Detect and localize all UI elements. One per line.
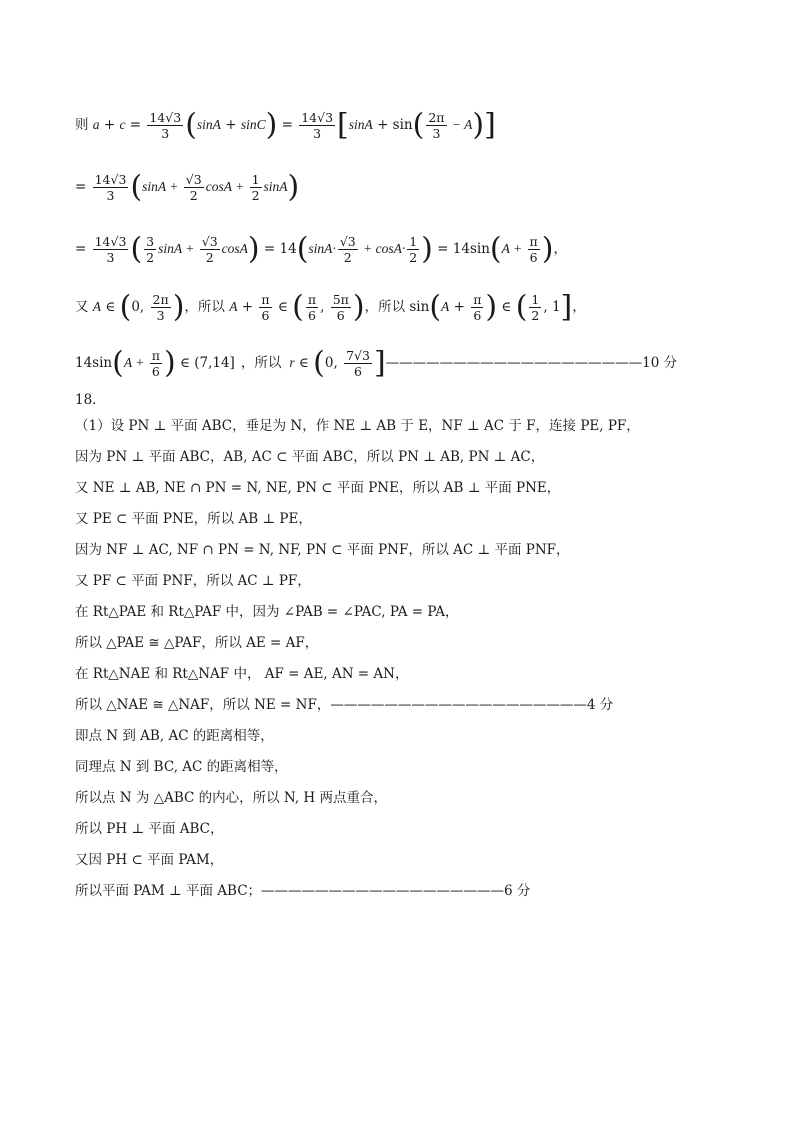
numerator: π xyxy=(307,292,317,307)
numerator: π xyxy=(151,348,160,363)
numerator: 2π xyxy=(428,110,445,125)
denominator: 3 xyxy=(156,308,165,323)
denominator: 6 xyxy=(354,364,362,379)
text: ，所以 xyxy=(240,355,282,371)
bracket: [ xyxy=(337,107,349,143)
paren: ) xyxy=(421,231,433,267)
variable: c xyxy=(119,117,126,132)
punct: ， xyxy=(572,299,586,315)
paren: ) xyxy=(485,289,498,325)
denominator: 6 xyxy=(308,308,316,323)
numerator: 5π xyxy=(332,292,349,307)
fraction xyxy=(250,172,262,203)
numerator: 3 xyxy=(146,234,155,249)
formula-line-4 xyxy=(75,289,586,325)
variable: a xyxy=(92,117,100,132)
paren: ( xyxy=(429,289,442,325)
fraction xyxy=(471,292,483,323)
term: 14sin xyxy=(75,355,113,371)
formula-line-5 xyxy=(75,345,678,381)
fraction xyxy=(144,234,156,265)
term: A + xyxy=(123,355,148,370)
denominator: 3 xyxy=(106,188,115,203)
proof-line: 所以平面 PAM ⊥ 平面 ABC；——————————————————6 分 xyxy=(75,883,531,899)
proof-line: 又因 PH ⊂ 平面 PAM， xyxy=(75,852,224,868)
operator: = xyxy=(75,179,91,195)
proof-line: （1）设 PN ⊥ 平面 ABC，垂足为 N，作 NE ⊥ AB 于 E，NF ⊥ AC 于 F，连接 PE, PF， xyxy=(75,418,640,434)
numerator: √3 xyxy=(185,172,202,187)
term: sinA xyxy=(263,179,288,194)
paren: ) xyxy=(472,107,485,143)
term: 0, xyxy=(324,355,343,371)
fraction xyxy=(426,110,446,141)
variable: A xyxy=(92,299,102,314)
fraction xyxy=(93,234,129,265)
fraction xyxy=(529,292,541,323)
term: sinA xyxy=(348,117,373,132)
term: sinC xyxy=(240,117,266,132)
operator: = 14 xyxy=(259,241,297,257)
paren: ( xyxy=(112,345,124,381)
fraction xyxy=(306,292,318,323)
fraction xyxy=(151,292,171,323)
numerator: π xyxy=(473,292,482,307)
operator: = xyxy=(277,117,298,133)
proof-line: 所以 PH ⊥ 平面 ABC， xyxy=(75,821,224,837)
fraction xyxy=(331,292,351,323)
term: sinA xyxy=(196,117,221,132)
fraction xyxy=(344,348,372,379)
paren: ( xyxy=(515,289,528,325)
denominator: 2 xyxy=(531,308,540,323)
proof-line: 所以点 N 为 △ABC 的内心，所以 N, H 两点重合， xyxy=(75,790,387,806)
term: sinA + xyxy=(142,179,182,194)
term: cosA + xyxy=(205,179,248,194)
term: cosA xyxy=(221,241,248,256)
proof-line: 在 Rt△PAE 和 Rt△PAF 中，因为 ∠PAB = ∠PAC, PA = PA， xyxy=(75,604,459,620)
fraction xyxy=(259,292,271,323)
term: + cosA· xyxy=(359,241,406,256)
operator: ∈ xyxy=(101,299,120,315)
operator: ∈ xyxy=(294,355,314,371)
term: sinA· xyxy=(308,241,336,256)
term: , 1 xyxy=(543,299,561,315)
variable: A xyxy=(229,299,238,314)
term: A + xyxy=(501,241,526,256)
fraction xyxy=(338,234,358,265)
proof-line: 又 PF ⊂ 平面 PNF，所以 AC ⊥ PF， xyxy=(75,573,311,589)
bracket: ] xyxy=(560,289,573,325)
fraction xyxy=(150,348,162,379)
paren: ( xyxy=(130,231,143,267)
proof-line: 又 PE ⊂ 平面 PNE，所以 AB ⊥ PE， xyxy=(75,511,312,527)
numerator: 1 xyxy=(251,172,260,187)
proof-line: 所以 △PAE ≅ △PAF，所以 AE = AF， xyxy=(75,635,319,651)
paren: ) xyxy=(541,231,554,267)
denominator: 6 xyxy=(261,308,270,323)
question-number: 18. xyxy=(75,392,97,408)
denominator: 2 xyxy=(205,250,214,265)
operator: = 14sin xyxy=(432,241,490,257)
numerator: √3 xyxy=(201,234,218,249)
term: ∈ (7,14] xyxy=(175,355,235,371)
paren: ) xyxy=(352,289,365,325)
operator: = xyxy=(125,117,146,133)
paren: ( xyxy=(313,345,325,381)
paren: ( xyxy=(185,107,197,143)
text: 则 xyxy=(75,117,93,133)
formula-line-1 xyxy=(75,107,496,143)
fraction xyxy=(407,234,419,265)
numerator: 14√3 xyxy=(94,234,127,249)
proof-line: 同理点 N 到 BC, AC 的距离相等， xyxy=(75,759,288,775)
numerator: 14√3 xyxy=(301,110,334,125)
numerator: 2π xyxy=(152,292,169,307)
punct: ， xyxy=(553,241,567,257)
denominator: 3 xyxy=(161,126,170,141)
operator: ∈ xyxy=(497,299,516,315)
term: sinA + xyxy=(158,241,198,256)
operator: + xyxy=(220,117,241,133)
denominator: 2 xyxy=(189,188,198,203)
denominator: 6 xyxy=(336,308,345,323)
punct: , xyxy=(320,299,329,315)
denominator: 3 xyxy=(106,250,115,265)
term: 0, xyxy=(131,299,149,315)
numerator: 7√3 xyxy=(346,348,370,363)
proof-line: 又 NE ⊥ AB, NE ∩ PN = N, NE, PN ⊂ 平面 PNE，所以 AB ⊥ 平面 PNE， xyxy=(75,480,561,496)
numerator: π xyxy=(261,292,270,307)
operator: + xyxy=(449,299,470,315)
variable: A xyxy=(441,299,450,314)
text: ，所以 xyxy=(184,299,230,315)
fraction xyxy=(299,110,335,141)
operator: = xyxy=(75,241,91,257)
paren: ( xyxy=(130,169,143,205)
numerator: 14√3 xyxy=(94,172,127,187)
paren: ) xyxy=(247,231,260,267)
fraction xyxy=(528,234,540,265)
paren: ( xyxy=(292,289,304,325)
fraction xyxy=(147,110,183,141)
paren: ) xyxy=(287,169,300,205)
score-label: 10 分 xyxy=(642,355,678,371)
paren: ) xyxy=(172,289,185,325)
denominator: 2 xyxy=(343,250,352,265)
paren: ( xyxy=(119,289,132,325)
paren: ( xyxy=(489,231,502,267)
paren: ( xyxy=(412,107,425,143)
denominator: 2 xyxy=(146,250,155,265)
denominator: 3 xyxy=(313,126,322,141)
text: ，所以 sin xyxy=(364,299,430,315)
score-dashes: ——————————————————— xyxy=(385,355,643,371)
operator: + sin xyxy=(372,117,413,133)
proof-line: 即点 N 到 AB, AC 的距离相等， xyxy=(75,728,274,744)
formula-line-3 xyxy=(75,231,567,267)
proof-line: 所以 △NAE ≅ △NAF，所以 NE = NF，———————————————————4 分 xyxy=(75,697,614,713)
operator: + xyxy=(99,117,120,133)
variable: r xyxy=(289,355,295,370)
fraction xyxy=(200,234,220,265)
numerator: √3 xyxy=(339,234,356,249)
fraction xyxy=(93,172,129,203)
denominator: 6 xyxy=(473,308,482,323)
operator: ∈ xyxy=(273,299,293,315)
numerator: 1 xyxy=(409,234,418,249)
paren: ( xyxy=(296,231,309,267)
numerator: 1 xyxy=(531,292,540,307)
denominator: 2 xyxy=(409,250,418,265)
term: − A xyxy=(448,117,473,132)
denominator: 6 xyxy=(151,364,160,379)
denominator: 3 xyxy=(432,126,441,141)
paren: ) xyxy=(163,345,176,381)
proof-line: 因为 PN ⊥ 平面 ABC，AB, AC ⊂ 平面 ABC，所以 PN ⊥ AB, PN ⊥ AC， xyxy=(75,449,545,465)
formula-line-2 xyxy=(75,169,300,205)
bracket: ] xyxy=(373,345,386,381)
numerator: π xyxy=(529,234,538,249)
bracket: ] xyxy=(484,107,496,143)
denominator: 2 xyxy=(251,188,260,203)
numerator: 14√3 xyxy=(149,110,182,125)
denominator: 6 xyxy=(529,250,538,265)
proof-line: 因为 NF ⊥ AC, NF ∩ PN = N, NF, PN ⊂ 平面 PNF，所以 AC ⊥ 平面 PNF， xyxy=(75,542,570,558)
proof-line: 在 Rt△NAE 和 Rt△NAF 中， AF = AE, AN = AN， xyxy=(75,666,409,682)
operator: + xyxy=(237,299,258,315)
paren: ) xyxy=(265,107,278,143)
fraction xyxy=(184,172,204,203)
text: 又 xyxy=(75,299,93,315)
